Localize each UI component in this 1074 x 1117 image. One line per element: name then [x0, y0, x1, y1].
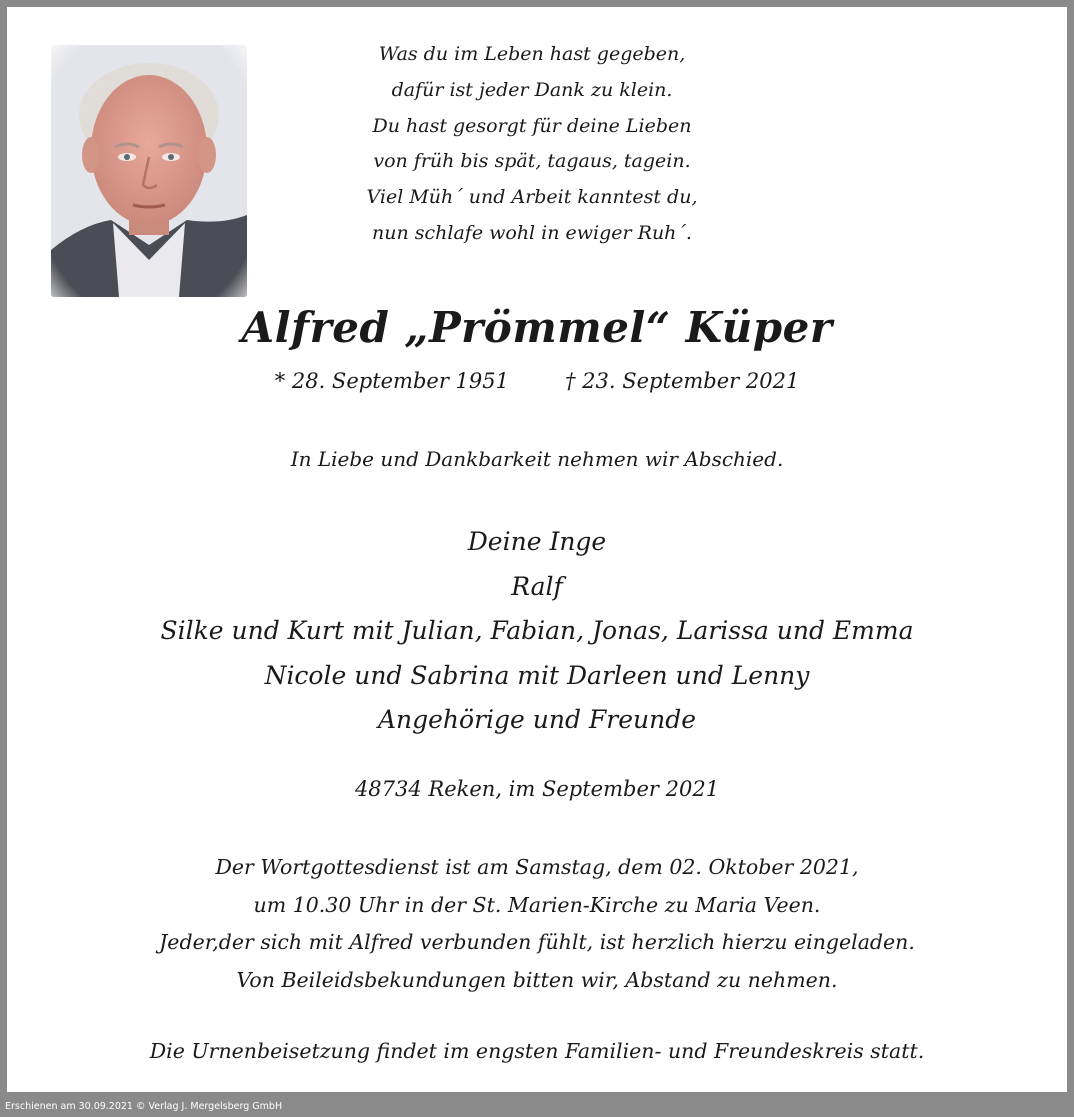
mourners-list: [7, 520, 1067, 743]
service-line: Von Beileidsbekundungen bitten wir, Abstand zu nehmen.: [236, 967, 838, 992]
poem-line: Du hast gesorgt für deine Lieben: [372, 114, 692, 137]
poem-line: dafür ist jeder Dank zu klein.: [391, 78, 673, 101]
farewell-line: In Liebe und Dankbarkeit nehmen wir Abschied.: [290, 447, 784, 471]
death-date: † 23. September 2021: [565, 369, 800, 393]
memorial-poem: [297, 37, 767, 252]
birth-date: * 28. September 1951: [274, 369, 509, 393]
life-dates: [7, 369, 1067, 393]
service-line: Der Wortgottesdienst ist am Samstag, dem 02. Oktober 2021,: [215, 855, 859, 879]
poem-line: Viel Müh´ und Arbeit kanntest du,: [366, 186, 698, 209]
deceased-name: Alfred „Prömmel“ Küper: [241, 303, 833, 352]
portrait-photo: [51, 45, 247, 297]
mourner-line: Deine Inge: [467, 527, 607, 556]
publication-footer: Erschienen am 30.09.2021 © Verlag J. Mergelsberg GmbH: [5, 1101, 283, 1112]
obituary-notice: [7, 7, 1067, 1092]
poem-line: nun schlafe wohl in ewiger Ruh´.: [372, 221, 692, 244]
mourner-line: Silke und Kurt mit Julian, Fabian, Jonas, Larissa und Emma: [160, 616, 914, 645]
place-date: 48734 Reken, im September 2021: [354, 777, 720, 801]
poem-line: von früh bis spät, tagaus, tagein.: [373, 150, 691, 173]
poem-line: Was du im Leben hast gegeben,: [378, 43, 686, 65]
burial-info: Die Urnenbeisetzung findet im engsten Familien- und Freundeskreis statt.: [149, 1039, 925, 1063]
service-info: [7, 849, 1067, 999]
mourner-line: Nicole und Sabrina mit Darleen und Lenny: [264, 660, 810, 690]
mourner-line: Angehörige und Freunde: [377, 705, 697, 734]
service-line: Jeder,der sich mit Alfred verbunden fühlt, ist herzlich hierzu eingeladen.: [159, 930, 915, 954]
service-line: um 10.30 Uhr in der St. Marien-Kirche zu Maria Veen.: [253, 892, 821, 917]
mourner-line: Ralf: [511, 571, 563, 601]
